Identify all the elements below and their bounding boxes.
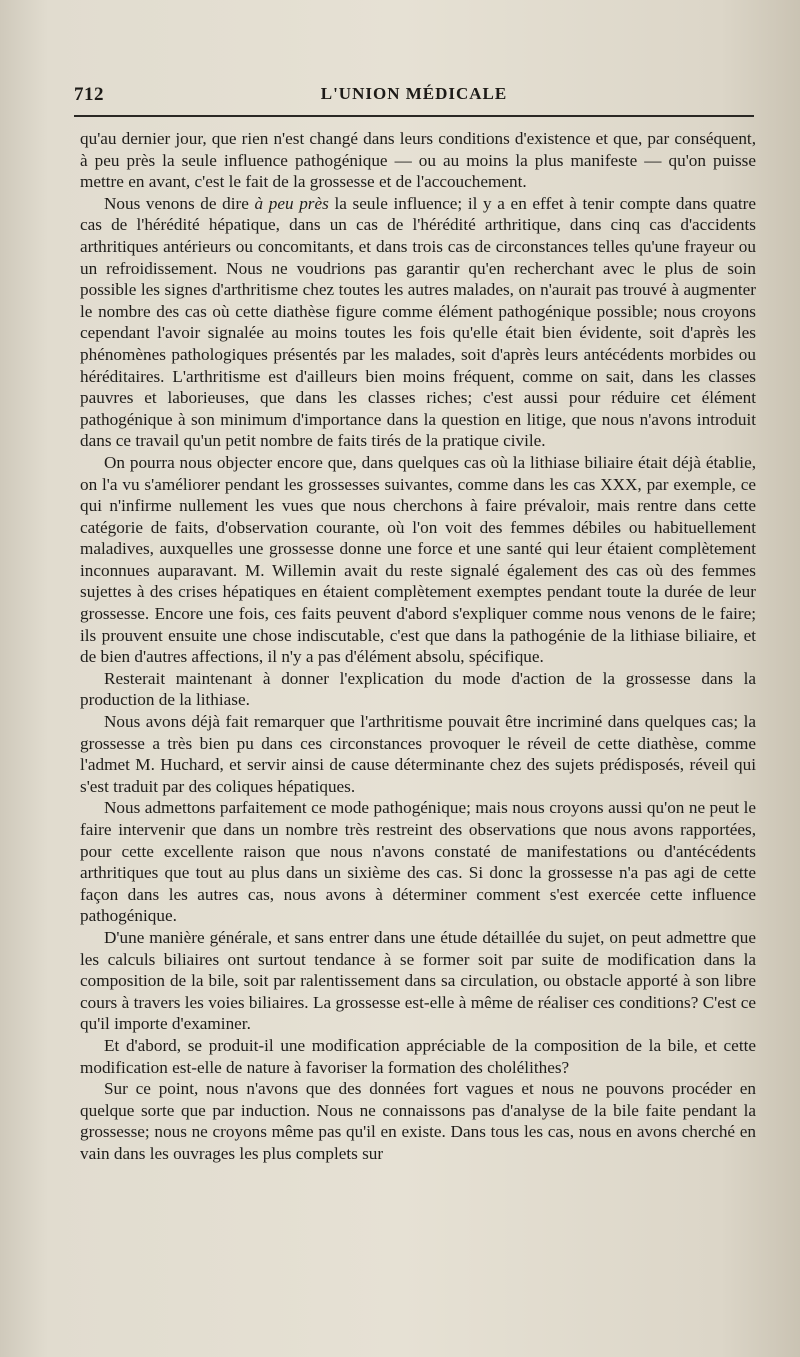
header-rule bbox=[74, 115, 754, 117]
paragraph-1: qu'au dernier jour, que rien n'est changé dans leurs conditions d'existence et que, par conséquent, à peu près la seule influence pathogénique — ou au moins la plus manifeste — qu'on puisse mettre en avant, c'est le fait de la grossesse et de l'accouchement. bbox=[80, 129, 756, 192]
paragraph-6: Nous admettons parfaitement ce mode pathogénique; mais nous croyons aussi qu'on ne peut le faire intervenir que dans un nombre très restreint des observations que nous avons rapportées, pour cette excellente raison que nous n'avons constaté de manifestations ou d'antécédents arthritiques que tout au plus dans un sixième des cas. Si donc la grossesse n'a pas agi de cette façon dans les autres cas, nous avons à déterminer comment s'est exercée cette influence pathogénique. bbox=[80, 798, 756, 926]
paragraph-7: D'une manière générale, et sans entrer dans une étude détaillée du sujet, on peut admettre que les calculs biliaires ont surtout tendance à se former soit par suite de modification dans la composition de la bile, soit par ralentissement dans sa circulation, ou obstacle apporté à son libre cours à travers les voies biliaires. La grossesse est-elle à même de réaliser ces conditions? C'est ce qu'il importe d'examiner. bbox=[80, 927, 756, 1034]
paragraph-8: Et d'abord, se produit-il une modification appréciable de la composition de la bile, et cette modification est-elle de nature à favoriser la formation des cholélithes? bbox=[80, 1035, 756, 1077]
paragraph-5: Nous avons déjà fait remarquer que l'arthritisme pouvait être incriminé dans quelques cas; la grossesse a très bien pu dans ces circonstances provoquer le réveil de cette diathèse, comme l'admet M. Huchard, et servir ainsi de cause déterminante chez des sujets prédisposés, réveil qui s'est traduit par des coliques hépatiques. bbox=[80, 712, 756, 796]
running-title: L'UNION MÉDICALE bbox=[320, 84, 508, 103]
paragraph-2-start: Nous venons de dire bbox=[104, 193, 255, 213]
page-number: 712 bbox=[74, 84, 104, 105]
article-body bbox=[80, 128, 756, 1165]
paragraph-4: Resterait maintenant à donner l'explication du mode d'action de la grossesse dans la production de la lithiase. bbox=[80, 668, 756, 710]
paragraph-2-rest: la seule influence; il y a en effet à tenir compte dans quatre cas de l'hérédité hépatique, dans un cas de l'hérédité arthritique, dans cinq cas d'accidents arthritiques antérieurs ou concomitants, et dans trois cas de circonstances telles qu'une frayeur ou un refroidissement. Nous ne voudrions pas garantir qu'en recherchant avec le plus de soin possible les signes d'arthritisme chez toutes les autres malades, on n'aurait pas trouvé à augmenter le nombre des cas où cette diathèse figure comme élément pathogénique possible; nous croyons cependant l'avoir signalée au moins toutes les fois qu'elle était bien évidente, soit d'après les phénomènes pathologiques présentés par les malades, soit d'après leurs antécédents morbides ou héréditaires. L'arthritisme est d'ailleurs bien moins fréquent, comme on sait, dans les classes pauvres et laborieuses, que dans les classes riches; c'est aussi pour réduire cet élément pathogénique à son minimum d'importance dans la question en litige, que nous n'avons introduit dans ce travail qu'un petit nombre de faits tirés de la pratique civile. bbox=[80, 193, 756, 451]
paragraph-9: Sur ce point, nous n'avons que des données fort vagues et nous ne pouvons procéder en quelque sorte que par induction. Nous ne connaissons pas d'analyse de la bile faite pendant la grossesse; nous ne croyons même pas qu'il en existe. Dans tous les cas, nous en avons cherché en vain dans les ouvrages les plus complets sur bbox=[80, 1079, 756, 1163]
page-header bbox=[74, 84, 754, 114]
paragraph-3: On pourra nous objecter encore que, dans quelques cas où la lithiase biliaire était déjà établie, on l'a vu s'améliorer pendant les grossesses suivantes, comme dans les cas XXX, par exemple, ce qui n'infirme nullement les vues que nous cherchons à faire prévaloir, mais rentre dans cette catégorie de faits, d'observation courante, où l'on voit des femmes débiles ou habituellement maladives, auxquelles une grossesse donne une force et une santé qui leur étaient complètement inconnues auparavant. M. Willemin avait du reste signalé également des cas où des femmes sujettes à des crises hépatiques en étaient complètement exemptes pendant toute la durée de leur grossesse. Encore une fois, ces faits peuvent d'abord s'expliquer comme nous venons de le faire; ils prouvent ensuite une chose indiscutable, c'est que dans la pathogénie de la lithiase biliaire, et de bien d'autres affections, il n'y a pas d'élément absolu, spécifique. bbox=[80, 452, 756, 667]
paragraph-2-emphasis: à peu près bbox=[254, 193, 329, 213]
paragraph-2 bbox=[80, 193, 756, 452]
